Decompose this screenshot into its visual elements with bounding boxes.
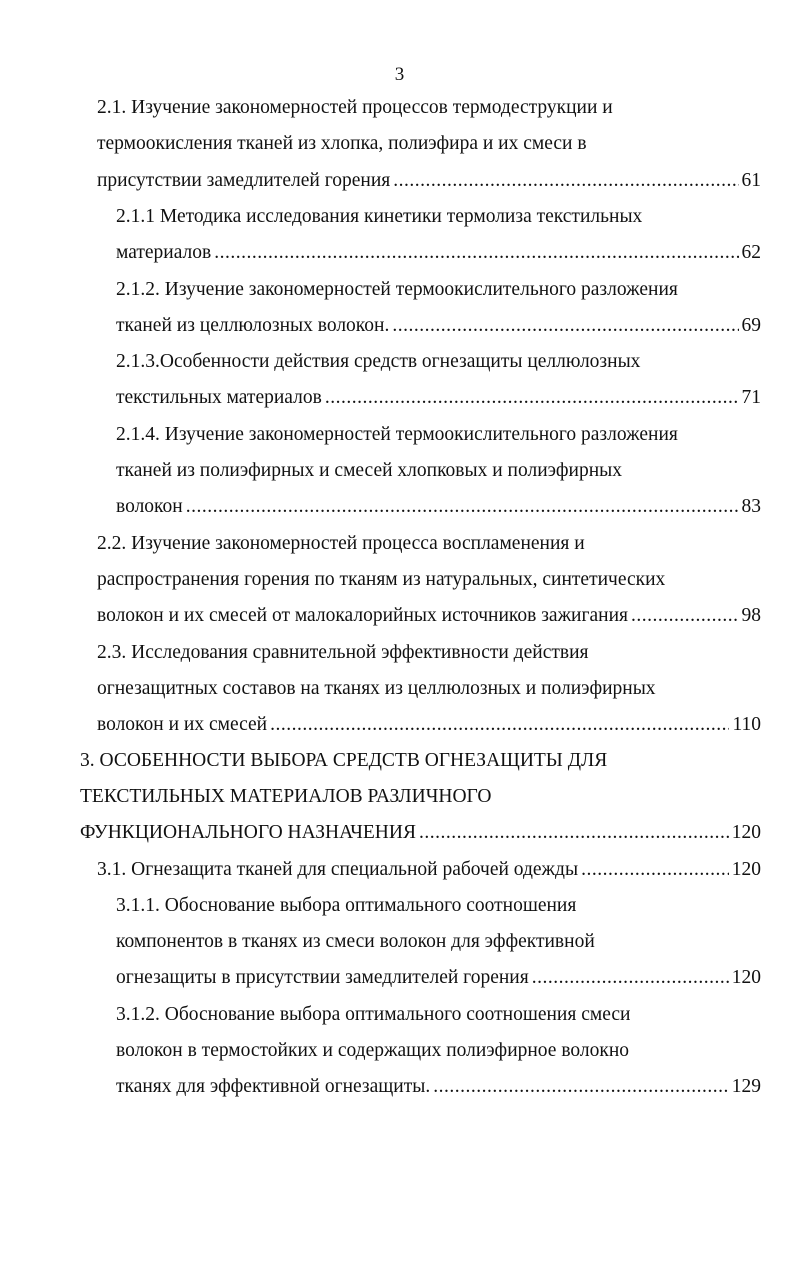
dot-leader [631, 601, 739, 631]
toc-entry-3-1-2-line-3: тканях для эффективной огнезащиты. [116, 1076, 431, 1097]
dot-leader [393, 166, 738, 196]
dot-leader [325, 383, 739, 413]
toc-entry-3-1-2-page: 129 [731, 1076, 761, 1097]
toc-chapter-3-line-3: ФУНКЦИОНАЛЬНОГО НАЗНАЧЕНИЯ [80, 822, 416, 843]
dot-leader [433, 1072, 729, 1102]
toc-entry-3-1-leader-line[interactable] [97, 855, 761, 885]
toc-entry-2-1-1-page: 62 [741, 242, 761, 263]
dot-leader [392, 311, 738, 341]
toc-entry-2-1-4-line-3: волокон [116, 496, 183, 517]
dot-leader [581, 855, 729, 885]
toc-entry-3-1-1-page: 120 [731, 967, 761, 988]
toc-entry-2-1-4-page: 83 [741, 496, 761, 517]
dot-leader [532, 963, 729, 993]
toc-entry-2-1-2-page: 69 [741, 315, 761, 336]
toc-entry-3-1-1-line-2: компонентов в тканях из смеси волокон для эффективной [116, 931, 595, 952]
toc-entry-2-1-page: 61 [741, 170, 761, 191]
toc-entry-2-3-leader-line[interactable] [97, 710, 761, 740]
toc-entry-2-3-line-3: волокон и их смесей [97, 714, 268, 735]
toc-entry-2-1-line-3: присутствии замедлителей горения [97, 170, 391, 191]
dot-leader [270, 710, 729, 740]
toc-entry-3-1-2-leader-line[interactable] [116, 1072, 761, 1102]
toc-entry-2-1-2-leader-line[interactable] [116, 311, 761, 341]
toc-entry-2-1-1-leader-line[interactable] [116, 238, 761, 268]
toc-entry-3-1-line-1: 3.1. Огнезащита тканей для специальной рабочей одежды [97, 859, 579, 880]
toc-entry-2-1-line-1: 2.1. Изучение закономерностей процессов термодеструкции и [97, 97, 613, 118]
toc-entry-2-1-3-leader-line[interactable] [116, 383, 761, 413]
toc-entry-2-2-line-3: волокон и их смесей от малокалорийных источников зажигания [97, 605, 628, 626]
toc-entry-2-3-page: 110 [732, 714, 761, 735]
toc-entry-2-1-4-leader-line[interactable] [116, 492, 761, 522]
toc-entry-2-2-leader-line[interactable] [97, 601, 761, 631]
toc-entry-3-1-1-leader-line[interactable] [116, 963, 761, 993]
toc-entry-2-1-4-line-1: 2.1.4. Изучение закономерностей термоокислительного разложения [116, 424, 678, 445]
toc-entry-3-1-page: 120 [731, 859, 761, 880]
toc-entry-2-1-2-line-2: тканей из целлюлозных волокон. [116, 315, 390, 336]
toc-chapter-3-line-1: 3. ОСОБЕННОСТИ ВЫБОРА СРЕДСТВ ОГНЕЗАЩИТЫ ДЛЯ [80, 750, 608, 771]
toc-entry-2-1-3-line-2: текстильных материалов [116, 387, 322, 408]
toc-entry-2-3-line-1: 2.3. Исследования сравнительной эффективности действия [97, 642, 589, 663]
toc-chapter-3-line-2: ТЕКСТИЛЬНЫХ МАТЕРИАЛОВ РАЗЛИЧНОГО [80, 786, 492, 807]
toc-entry-2-3-line-2: огнезащитных составов на тканях из целлюлозных и полиэфирных [97, 678, 656, 699]
toc-chapter-3-page: 120 [731, 822, 761, 843]
dot-leader [214, 238, 738, 268]
toc-entry-2-1-3-page: 71 [741, 387, 761, 408]
toc-entry-2-1-1-line-1: 2.1.1 Методика исследования кинетики термолиза текстильных [116, 206, 643, 227]
toc-entry-3-1-1-line-3: огнезащиты в присутствии замедлителей горения [116, 967, 529, 988]
page-number: 3 [394, 64, 405, 85]
toc-entry-2-1-1-line-2: материалов [116, 242, 212, 263]
toc-entry-2-1-line-2: термоокисления тканей из хлопка, полиэфира и их смеси в [97, 133, 587, 154]
toc-entry-2-1-leader-line[interactable] [97, 166, 761, 196]
dot-leader [186, 492, 739, 522]
toc-entry-2-2-line-2: распространения горения по тканям из натуральных, синтетических [97, 569, 666, 590]
toc-entry-2-1-4-line-2: тканей из полиэфирных и смесей хлопковых и полиэфирных [116, 460, 623, 481]
toc-entry-2-2-line-1: 2.2. Изучение закономерностей процесса воспламенения и [97, 533, 585, 554]
toc-entry-3-1-2-line-2: волокон в термостойких и содержащих полиэфирное волокно [116, 1040, 630, 1061]
toc-entry-2-1-2-line-1: 2.1.2. Изучение закономерностей термоокислительного разложения [116, 279, 678, 300]
toc-entry-2-2-page: 98 [741, 605, 761, 626]
dot-leader [419, 818, 729, 848]
toc-chapter-3-leader-line[interactable] [80, 818, 761, 848]
toc-entry-2-1-3-line-1: 2.1.3.Особенности действия средств огнезащиты целлюлозных [116, 351, 641, 372]
toc-entry-3-1-2-line-1: 3.1.2. Обоснование выбора оптимального соотношения смеси [116, 1004, 631, 1025]
toc-entry-3-1-1-line-1: 3.1.1. Обоснование выбора оптимального соотношения [116, 895, 577, 916]
